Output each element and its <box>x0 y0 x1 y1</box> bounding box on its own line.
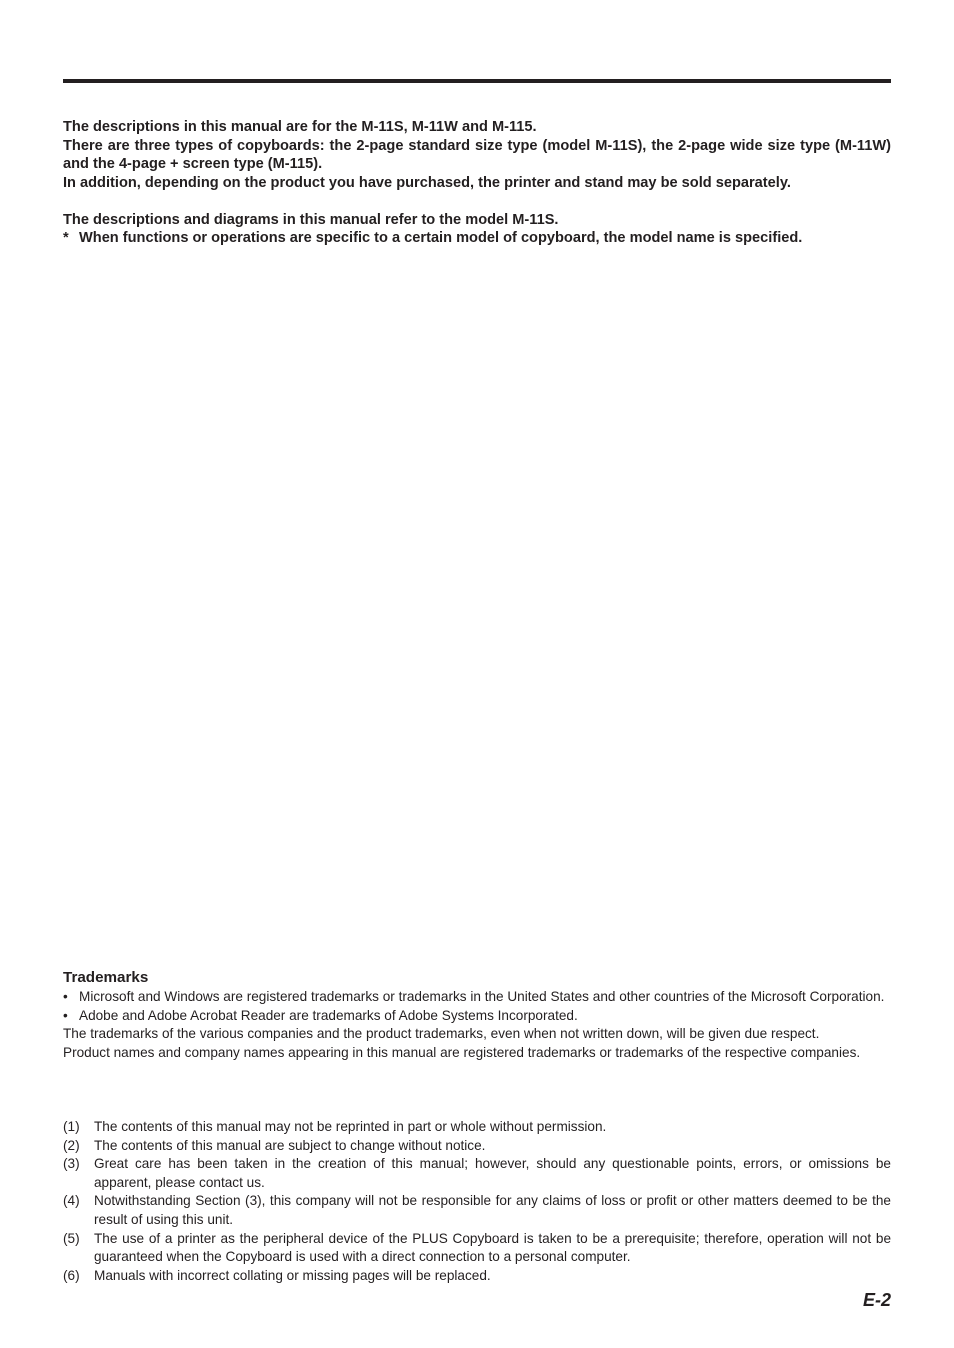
list-item <box>63 1155 891 1192</box>
notice-text: Great care has been taken in the creation of this manual; however, should any questionable points, errors, or omissions be apparent, please contact us. <box>94 1156 891 1190</box>
list-item <box>63 988 891 1007</box>
notice-number: (4) <box>63 1193 80 1209</box>
list-item <box>63 1137 891 1156</box>
model-note <box>63 229 891 248</box>
notice-number: (1) <box>63 1119 80 1134</box>
notice-text: The use of a printer as the peripheral device of the PLUS Copyboard is taken to be a prerequisite; therefore, operation will not be guaranteed when the Copyboard is used with a direct connection to a personal computer. <box>94 1230 891 1265</box>
header-rule <box>63 79 891 83</box>
trademarks-paragraph: The trademarks of the various companies and the product trademarks, even when not written down, will be given due respect. <box>63 1026 820 1042</box>
notice-number: (2) <box>63 1137 80 1153</box>
spacer <box>63 192 891 211</box>
intro-paragraph: There are three types of copyboards: the 2-page standard size type (model M-11S), the 2-page wide size type (M-11W) and the 4-page + screen type (M-115). <box>63 137 891 172</box>
notice-text: The contents of this manual are subject to change without notice. <box>94 1137 486 1153</box>
notice-text: Manuals with incorrect collating or missing pages will be replaced. <box>94 1267 491 1283</box>
intro-paragraph: In addition, depending on the product you have purchased, the printer and stand may be sold separately. <box>63 174 791 191</box>
notice-number: (5) <box>63 1230 80 1246</box>
model-note-text: When functions or operations are specific to a certain model of copyboard, the model name is specified. <box>79 230 803 246</box>
trademark-text: Microsoft and Windows are registered trademarks or trademarks in the United States and other countries of the Microsoft Corporation. <box>79 989 885 1004</box>
intro-paragraph: The descriptions and diagrams in this manual refer to the model M-11S. <box>63 211 559 228</box>
asterisk-mark: * <box>63 230 69 246</box>
page-number: E-2 <box>862 1290 891 1310</box>
list-item <box>63 1267 891 1286</box>
bullet-icon: • <box>63 1007 68 1023</box>
notice-number: (3) <box>63 1156 80 1172</box>
list-item <box>63 1118 891 1137</box>
trademarks-paragraph: Product names and company names appearing in this manual are registered trademarks or trademarks of the respective companies. <box>63 1044 861 1060</box>
notices-list <box>63 1118 891 1285</box>
notice-text: Notwithstanding Section (3), this company will not be responsible for any claims of loss or profit or other matters deemed to be the result of using this unit. <box>94 1193 891 1227</box>
list-item <box>63 1230 891 1267</box>
list-item <box>63 1007 891 1026</box>
trademark-text: Adobe and Adobe Acrobat Reader are trademarks of Adobe Systems Incorporated. <box>79 1007 578 1023</box>
notice-number: (6) <box>63 1267 80 1283</box>
intro-section <box>63 118 891 248</box>
trademarks-section <box>63 968 891 1062</box>
trademarks-heading: Trademarks <box>63 969 149 986</box>
intro-paragraph: The descriptions in this manual are for the M-11S, M-11W and M-115. <box>63 119 537 135</box>
notice-text: The contents of this manual may not be reprinted in part or whole without permission. <box>94 1119 607 1134</box>
bullet-icon: • <box>63 989 68 1004</box>
list-item <box>63 1192 891 1229</box>
